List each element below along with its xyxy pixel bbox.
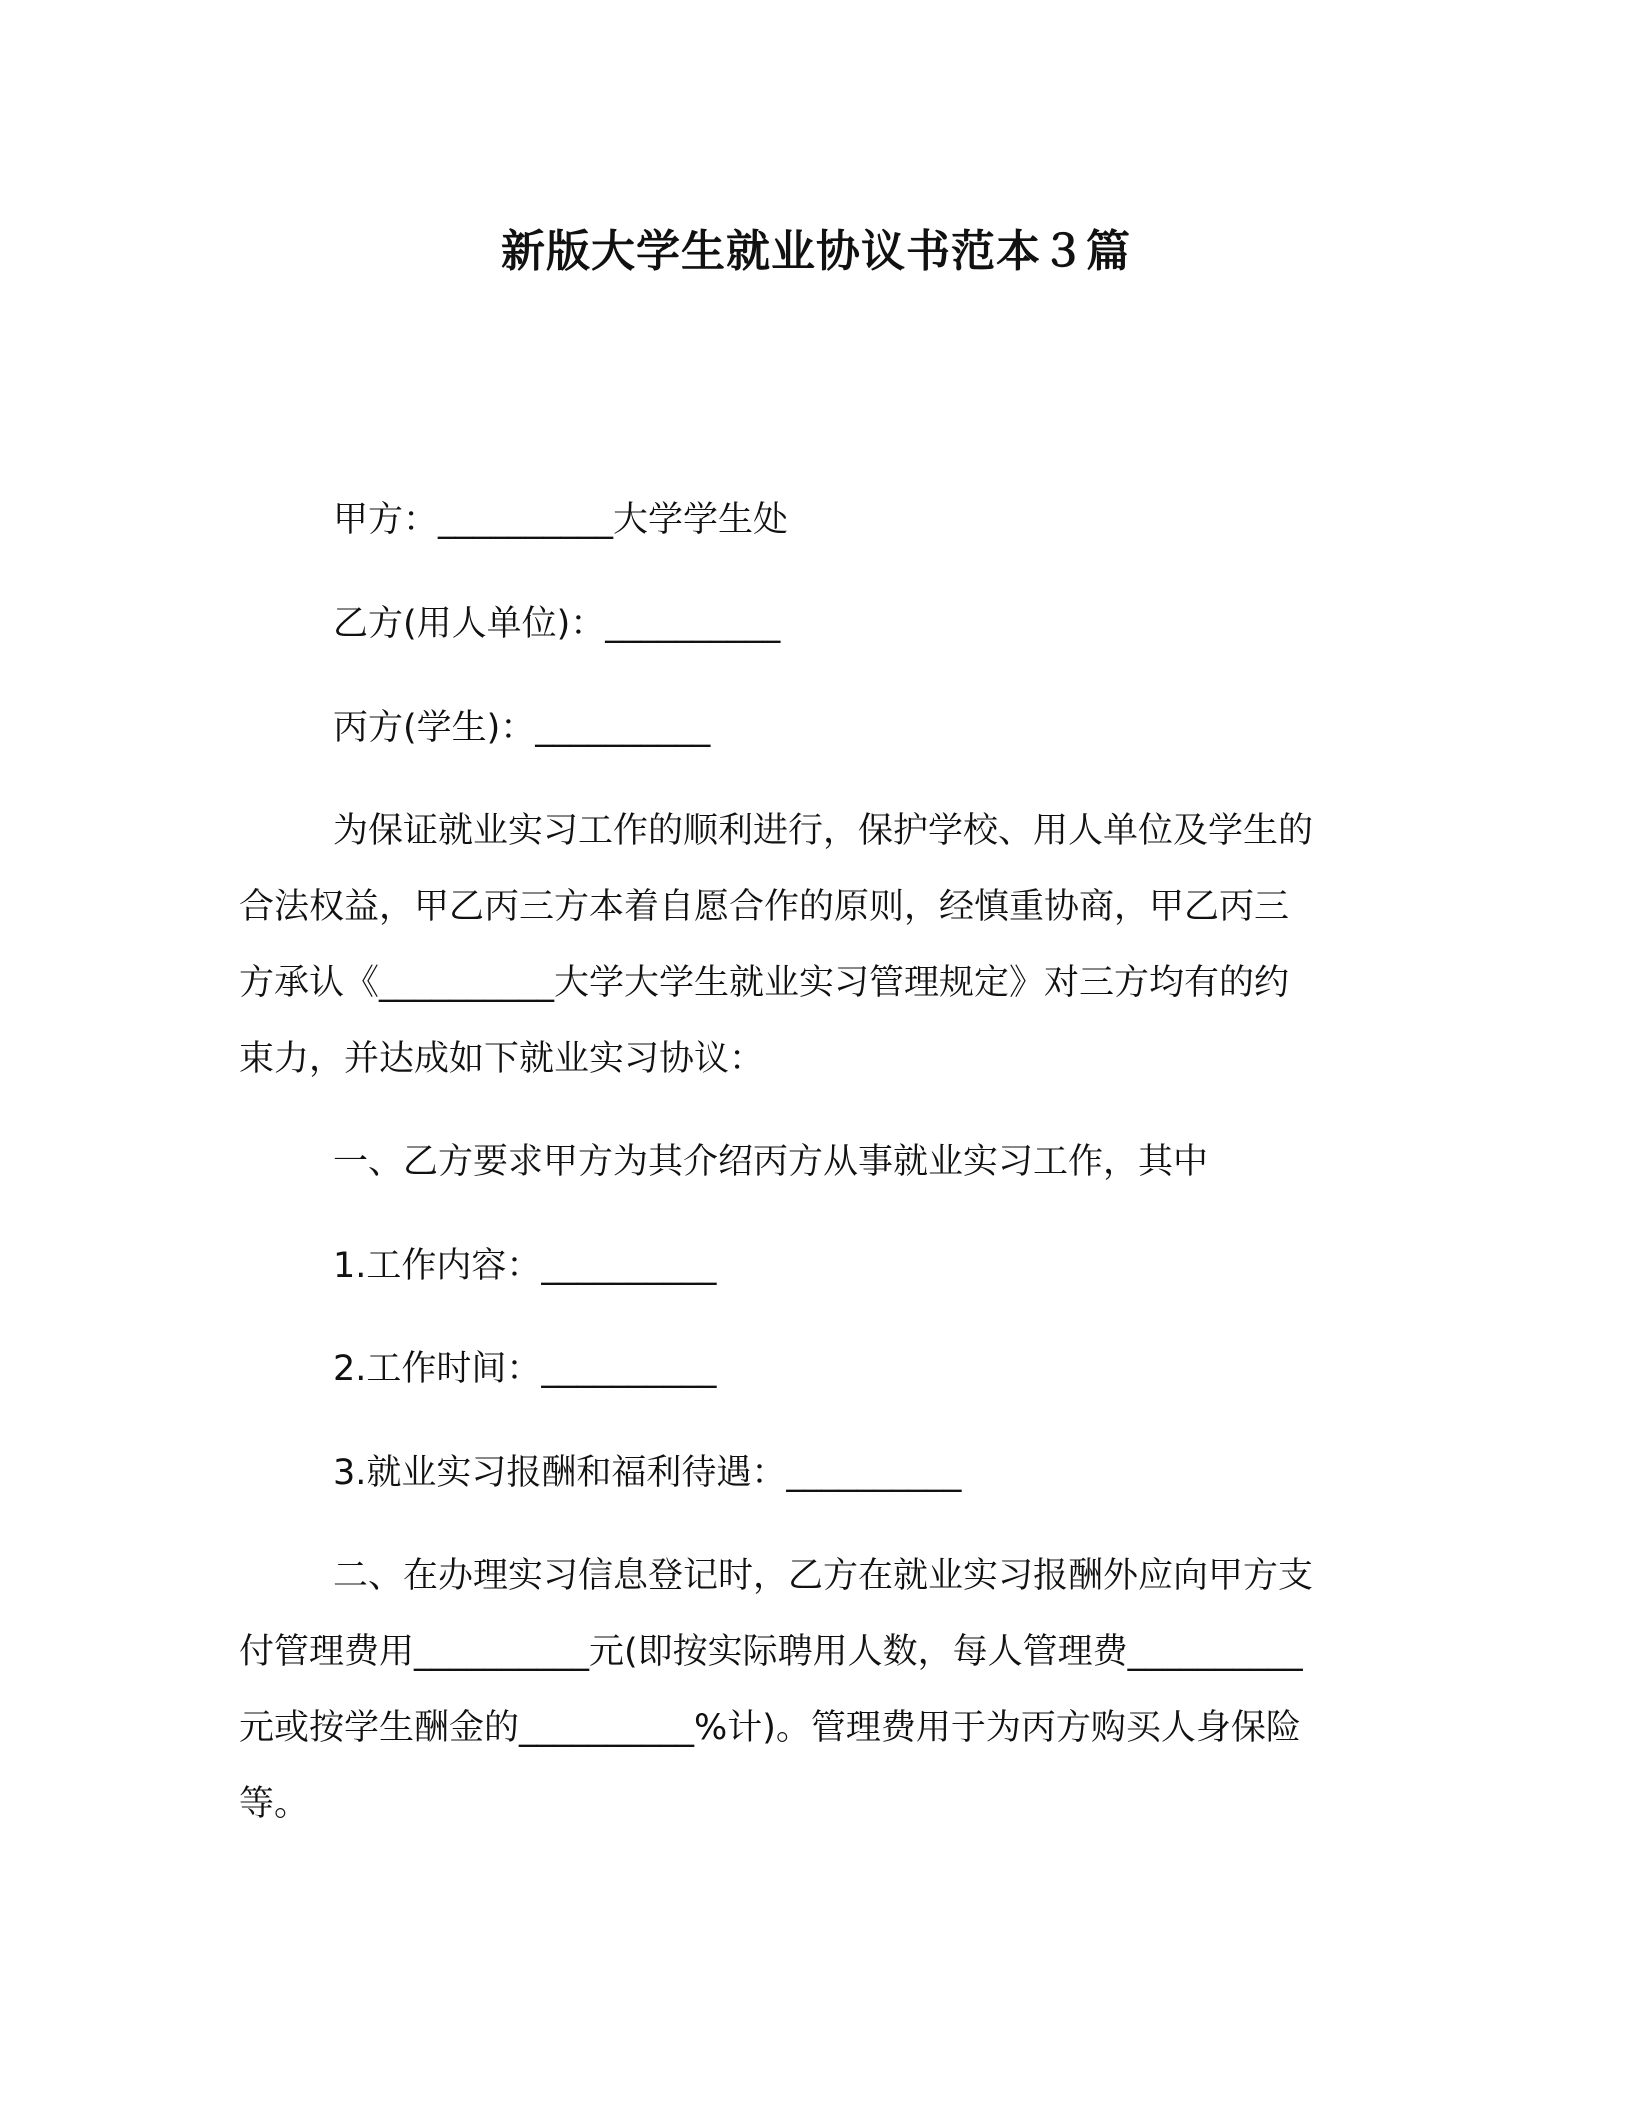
work-time-line: 2.工作时间：__________	[333, 1349, 717, 1389]
party-a-line: 甲方：__________大学学生处	[333, 500, 789, 540]
intro-paragraph-line-2: 合法权益，甲乙丙三方本着自愿合作的原则，经慎重协商，甲乙丙三	[239, 887, 1290, 927]
clause-two-line-3: 元或按学生酬金的__________%计)。管理费用于为丙方购买人身保险	[239, 1708, 1301, 1748]
party-c-line: 丙方(学生)：__________	[333, 708, 711, 748]
clause-two-line-2: 付管理费用__________元(即按实际聘用人数，每人管理费__________	[239, 1632, 1303, 1672]
compensation-line: 3.就业实习报酬和福利待遇：__________	[333, 1453, 962, 1493]
clause-two-line-4: 等。	[239, 1784, 310, 1824]
work-content-line: 1.工作内容：__________	[333, 1246, 717, 1286]
intro-paragraph-line-1: 为保证就业实习工作的顺利进行，保护学校、用人单位及学生的	[333, 811, 1314, 851]
document-title: 新版大学生就业协议书范本３篇	[501, 226, 1131, 277]
intro-paragraph-line-4: 束力，并达成如下就业实习协议：	[239, 1039, 765, 1079]
party-b-line: 乙方(用人单位)：__________	[333, 604, 781, 644]
clause-two-line-1: 二、在办理实习信息登记时，乙方在就业实习报酬外应向甲方支	[333, 1556, 1314, 1596]
clause-one-heading: 一、乙方要求甲方为其介绍丙方从事就业实习工作，其中	[333, 1142, 1209, 1182]
intro-paragraph-line-3: 方承认《__________大学大学生就业实习管理规定》对三方均有的约	[239, 963, 1290, 1003]
